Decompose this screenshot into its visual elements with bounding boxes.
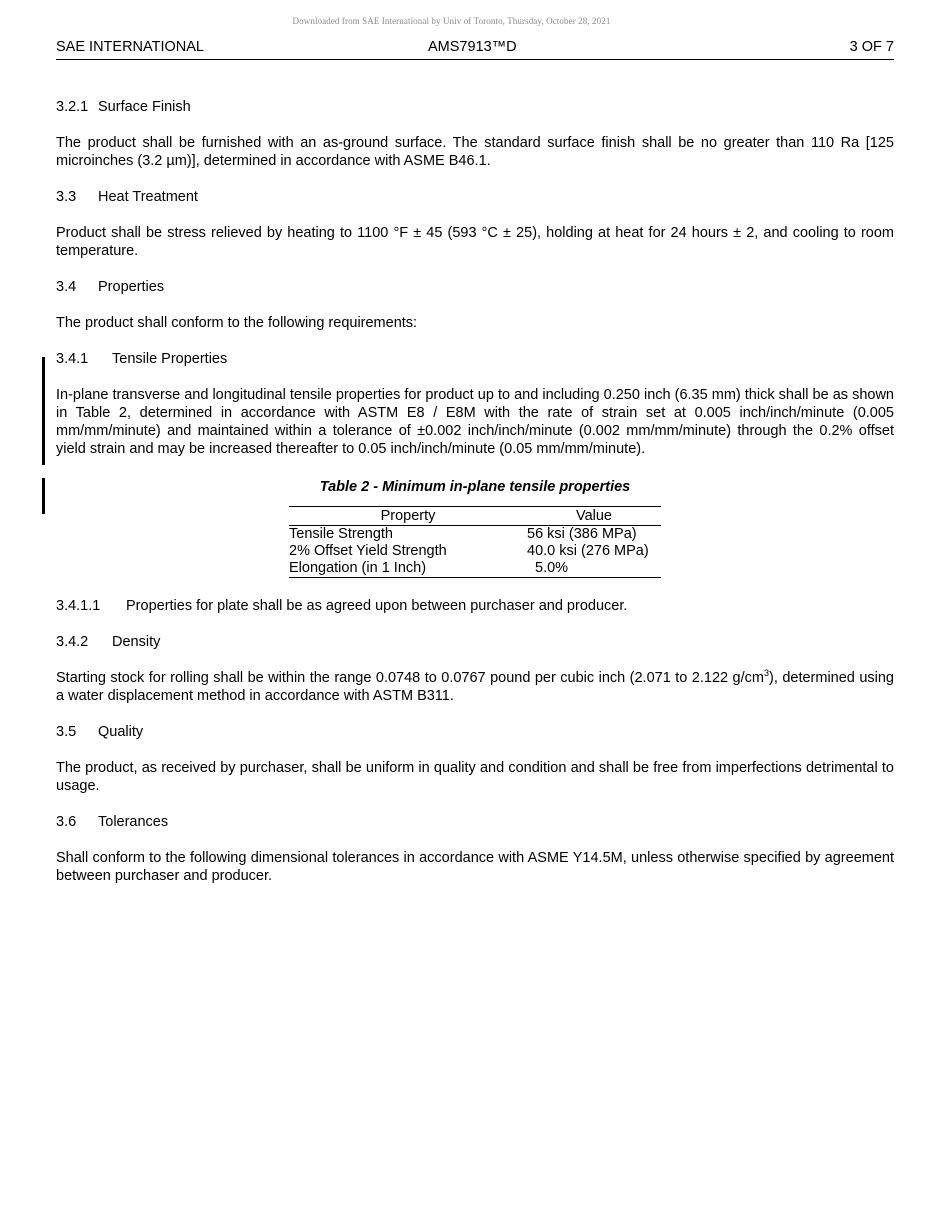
header-page-number: 3 OF 7 xyxy=(849,39,894,55)
section-number: 3.6 xyxy=(56,814,77,830)
section-title: Tensile Properties xyxy=(112,351,228,367)
value-cell: 5.0% xyxy=(527,560,661,578)
section-number: 3.5 xyxy=(56,724,77,740)
column-header-value: Value xyxy=(527,507,661,526)
section-text-3-4-1: In-plane transverse and longitudinal tensile properties for product up to and including 0.250 inch (6.35 mm) thick shall be as shown in Table 2, determined in accordance with ASTM E8 / E8M with the rate of strain set at 0.005 inch/inch/minute (0.005 mm/mm/minute) and maintained within a tolerance of ±0.002 inch/inch/minute (0.002 mm/mm/minute) through the 0.2% offset yield strain and may be increased thereafter to 0.05 inch/inch/minute (0.05 mm/mm/minute). xyxy=(56,387,894,457)
section-text-3-5: The product, as received by purchaser, shall be uniform in quality and condition and shall be free from imperfections detrimental to usage. xyxy=(56,760,894,794)
section-heading-3-4-2 xyxy=(56,633,894,651)
section-3-4-1-1 xyxy=(56,597,894,615)
section-number: 3.4.1.1 xyxy=(56,598,101,614)
tensile-properties-table xyxy=(289,506,661,578)
section-title: Heat Treatment xyxy=(98,189,198,205)
download-watermark: Downloaded from SAE International by Univ of Toronto, Thursday, October 28, 2021 xyxy=(292,16,611,26)
density-text-part-1: Starting stock for rolling shall be within the range 0.0748 to 0.0767 pound per cubic inch (2.071 to 2.122 g/cm xyxy=(56,670,764,686)
section-number: 3.4.1 xyxy=(56,351,89,367)
table-row xyxy=(289,560,661,578)
section-number: 3.4.2 xyxy=(56,634,89,650)
document-body xyxy=(56,98,894,885)
section-heading-3-4-1 xyxy=(56,350,894,368)
column-header-property: Property xyxy=(289,507,527,526)
section-heading-3-2-1 xyxy=(56,98,894,116)
table-row xyxy=(289,543,661,560)
section-text-3-4: The product shall conform to the following requirements: xyxy=(56,315,418,331)
superscript: 3 xyxy=(763,668,769,679)
value-cell: 56 ksi (386 MPa) xyxy=(527,526,637,542)
property-cell: 2% Offset Yield Strength xyxy=(289,543,447,559)
section-title: Surface Finish xyxy=(98,99,191,115)
section-title: Density xyxy=(112,634,161,650)
section-title: Properties xyxy=(98,279,165,295)
section-text: Properties for plate shall be as agreed upon between purchaser and producer. xyxy=(126,598,628,614)
table-row xyxy=(289,526,661,544)
property-cell: Tensile Strength xyxy=(289,526,393,542)
section-text-3-3: Product shall be stress relieved by heating to 1100 °F ± 45 (593 °C ± 25), holding at heat for 24 hours ± 2, and cooling to room temperature. xyxy=(56,225,894,259)
page-header xyxy=(56,39,894,60)
section-heading-3-3 xyxy=(56,188,894,206)
section-heading-3-6 xyxy=(56,813,894,831)
table-caption: Table 2 - Minimum in-plane tensile properties xyxy=(319,479,631,495)
section-number: 3.3 xyxy=(56,189,77,205)
section-number: 3.2.1 xyxy=(56,99,89,115)
section-heading-3-5 xyxy=(56,723,894,741)
header-publisher: SAE INTERNATIONAL xyxy=(56,39,204,55)
section-number: 3.4 xyxy=(56,279,77,295)
section-heading-3-4 xyxy=(56,278,894,296)
section-text-3-6: Shall conform to the following dimensional tolerances in accordance with ASME Y14.5M, unless otherwise specified by agreement between purchaser and producer. xyxy=(56,850,894,884)
section-text-3-2-1: The product shall be furnished with an as-ground surface. The standard surface finish shall be no greater than 110 Ra [125 microinches (3.2 µm)], determined in accordance with ASME B46.1. xyxy=(56,135,894,169)
change-bar xyxy=(42,478,45,514)
value-cell: 40.0 ksi (276 MPa) xyxy=(527,543,649,559)
density-text-part-2: ), determined using a water displacement method in accordance with ASTM B311. xyxy=(56,670,894,704)
property-cell: Elongation (in 1 Inch) xyxy=(289,560,527,578)
section-title: Quality xyxy=(98,724,144,740)
header-document-id: AMS7913™D xyxy=(428,39,517,55)
section-title: Tolerances xyxy=(98,814,169,830)
table-header-row xyxy=(289,507,661,526)
change-bar xyxy=(42,357,45,465)
section-text-3-4-2 xyxy=(56,669,894,705)
